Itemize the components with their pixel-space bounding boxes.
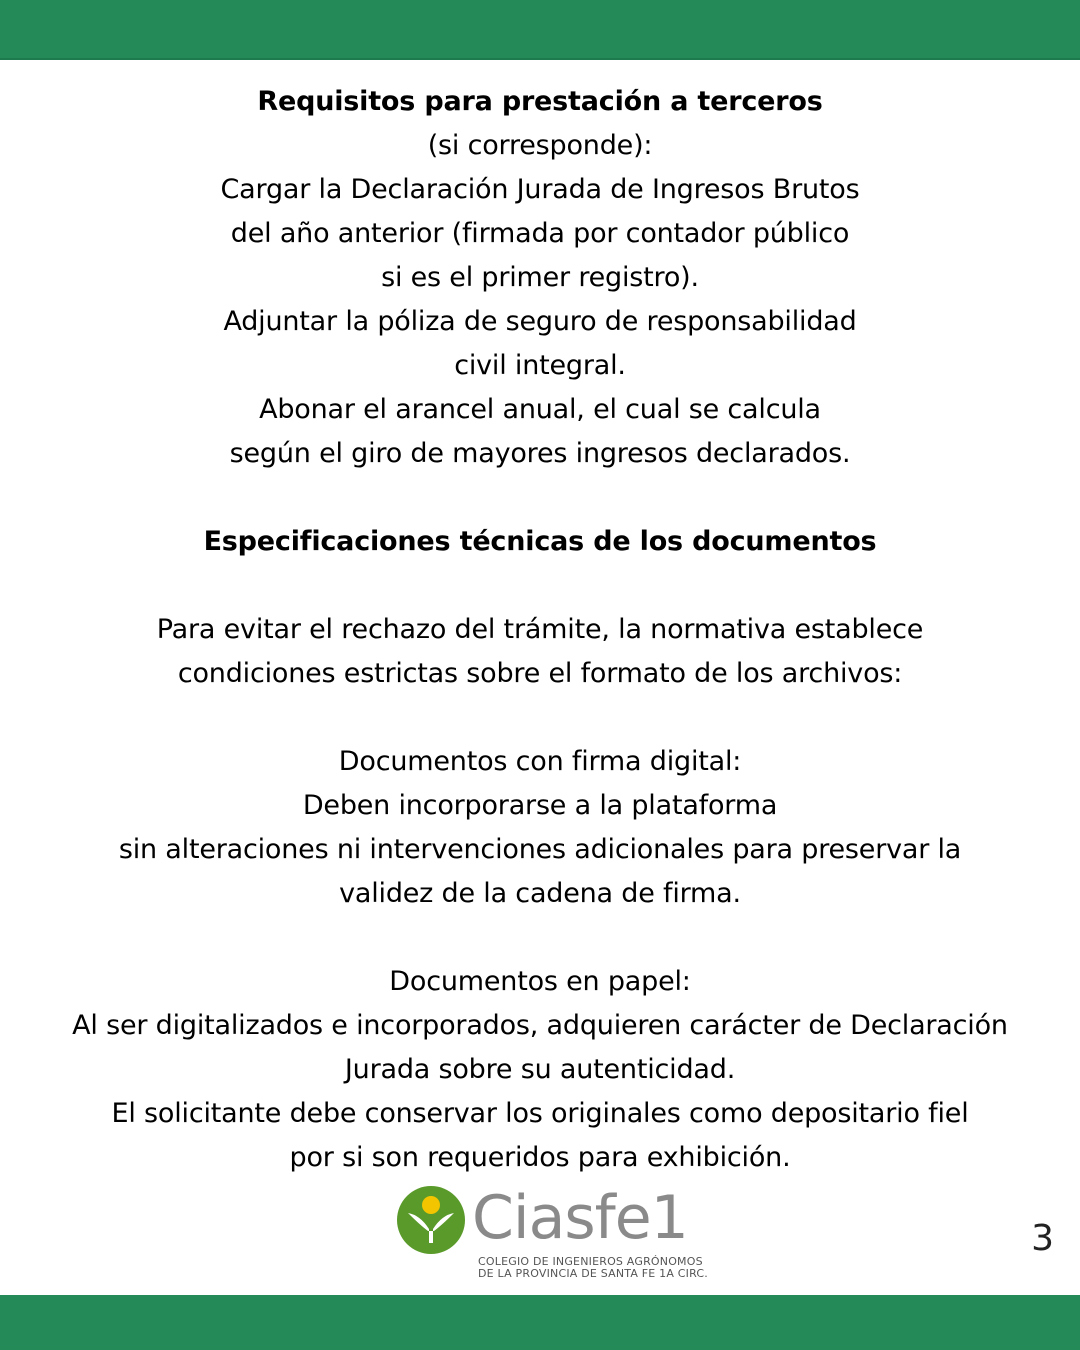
digital-docs-line: sin alteraciones ni intervenciones adicionales para preservar la	[118, 834, 962, 865]
body-line: Abonar el arancel anual, el cual se calcula	[259, 394, 821, 425]
sprout-icon	[396, 1185, 466, 1255]
top-bar	[0, 0, 1080, 58]
body-line: si es el primer registro).	[381, 262, 699, 293]
paper-docs-line: Jurada sobre su autenticidad.	[344, 1054, 736, 1085]
logo-subtitle: DE LA PROVINCIA DE SANTA FE 1A CIRC.	[478, 1267, 708, 1280]
intro-line: Para evitar el rechazo del trámite, la normativa establece	[156, 614, 924, 645]
section-heading-specs: Especificaciones técnicas de los documentos	[203, 526, 877, 557]
digital-docs-line: Deben incorporarse a la plataforma	[302, 790, 778, 821]
main-content	[0, 80, 1080, 1180]
body-line: civil integral.	[454, 350, 626, 381]
top-bar-edge	[0, 58, 1080, 60]
spacer	[0, 916, 1080, 960]
body-line: según el giro de mayores ingresos declarados.	[229, 438, 851, 469]
logo-wordmark: Ciasfe1	[472, 1183, 688, 1253]
digital-docs-title: Documentos con firma digital:	[338, 746, 742, 777]
intro-line: condiciones estrictas sobre el formato de los archivos:	[177, 658, 903, 689]
body-line: Cargar la Declaración Jurada de Ingresos Brutos	[220, 174, 860, 205]
paper-docs-line: por si son requeridos para exhibición.	[289, 1142, 791, 1173]
page-number: 3	[1031, 1218, 1054, 1259]
paper-docs-line: Al ser digitalizados e incorporados, adquieren carácter de Declaración	[72, 1010, 1008, 1041]
body-line: Adjuntar la póliza de seguro de responsabilidad	[223, 306, 857, 337]
paper-docs-line: El solicitante debe conservar los originales como depositario fiel	[111, 1098, 969, 1129]
paper-docs-title: Documentos en papel:	[389, 966, 691, 997]
bottom-bar	[0, 1295, 1080, 1350]
ciasfe-logo	[396, 1185, 726, 1285]
body-line: (si corresponde):	[427, 130, 653, 161]
logo-subtitle: COLEGIO DE INGENIEROS AGRÓNOMOS	[478, 1255, 703, 1268]
digital-docs-line: validez de la cadena de firma.	[339, 878, 741, 909]
spacer	[0, 564, 1080, 608]
section-heading-requirements: Requisitos para prestación a terceros	[257, 86, 823, 117]
spacer	[0, 476, 1080, 520]
spacer	[0, 696, 1080, 740]
body-line: del año anterior (firmada por contador público	[230, 218, 850, 249]
